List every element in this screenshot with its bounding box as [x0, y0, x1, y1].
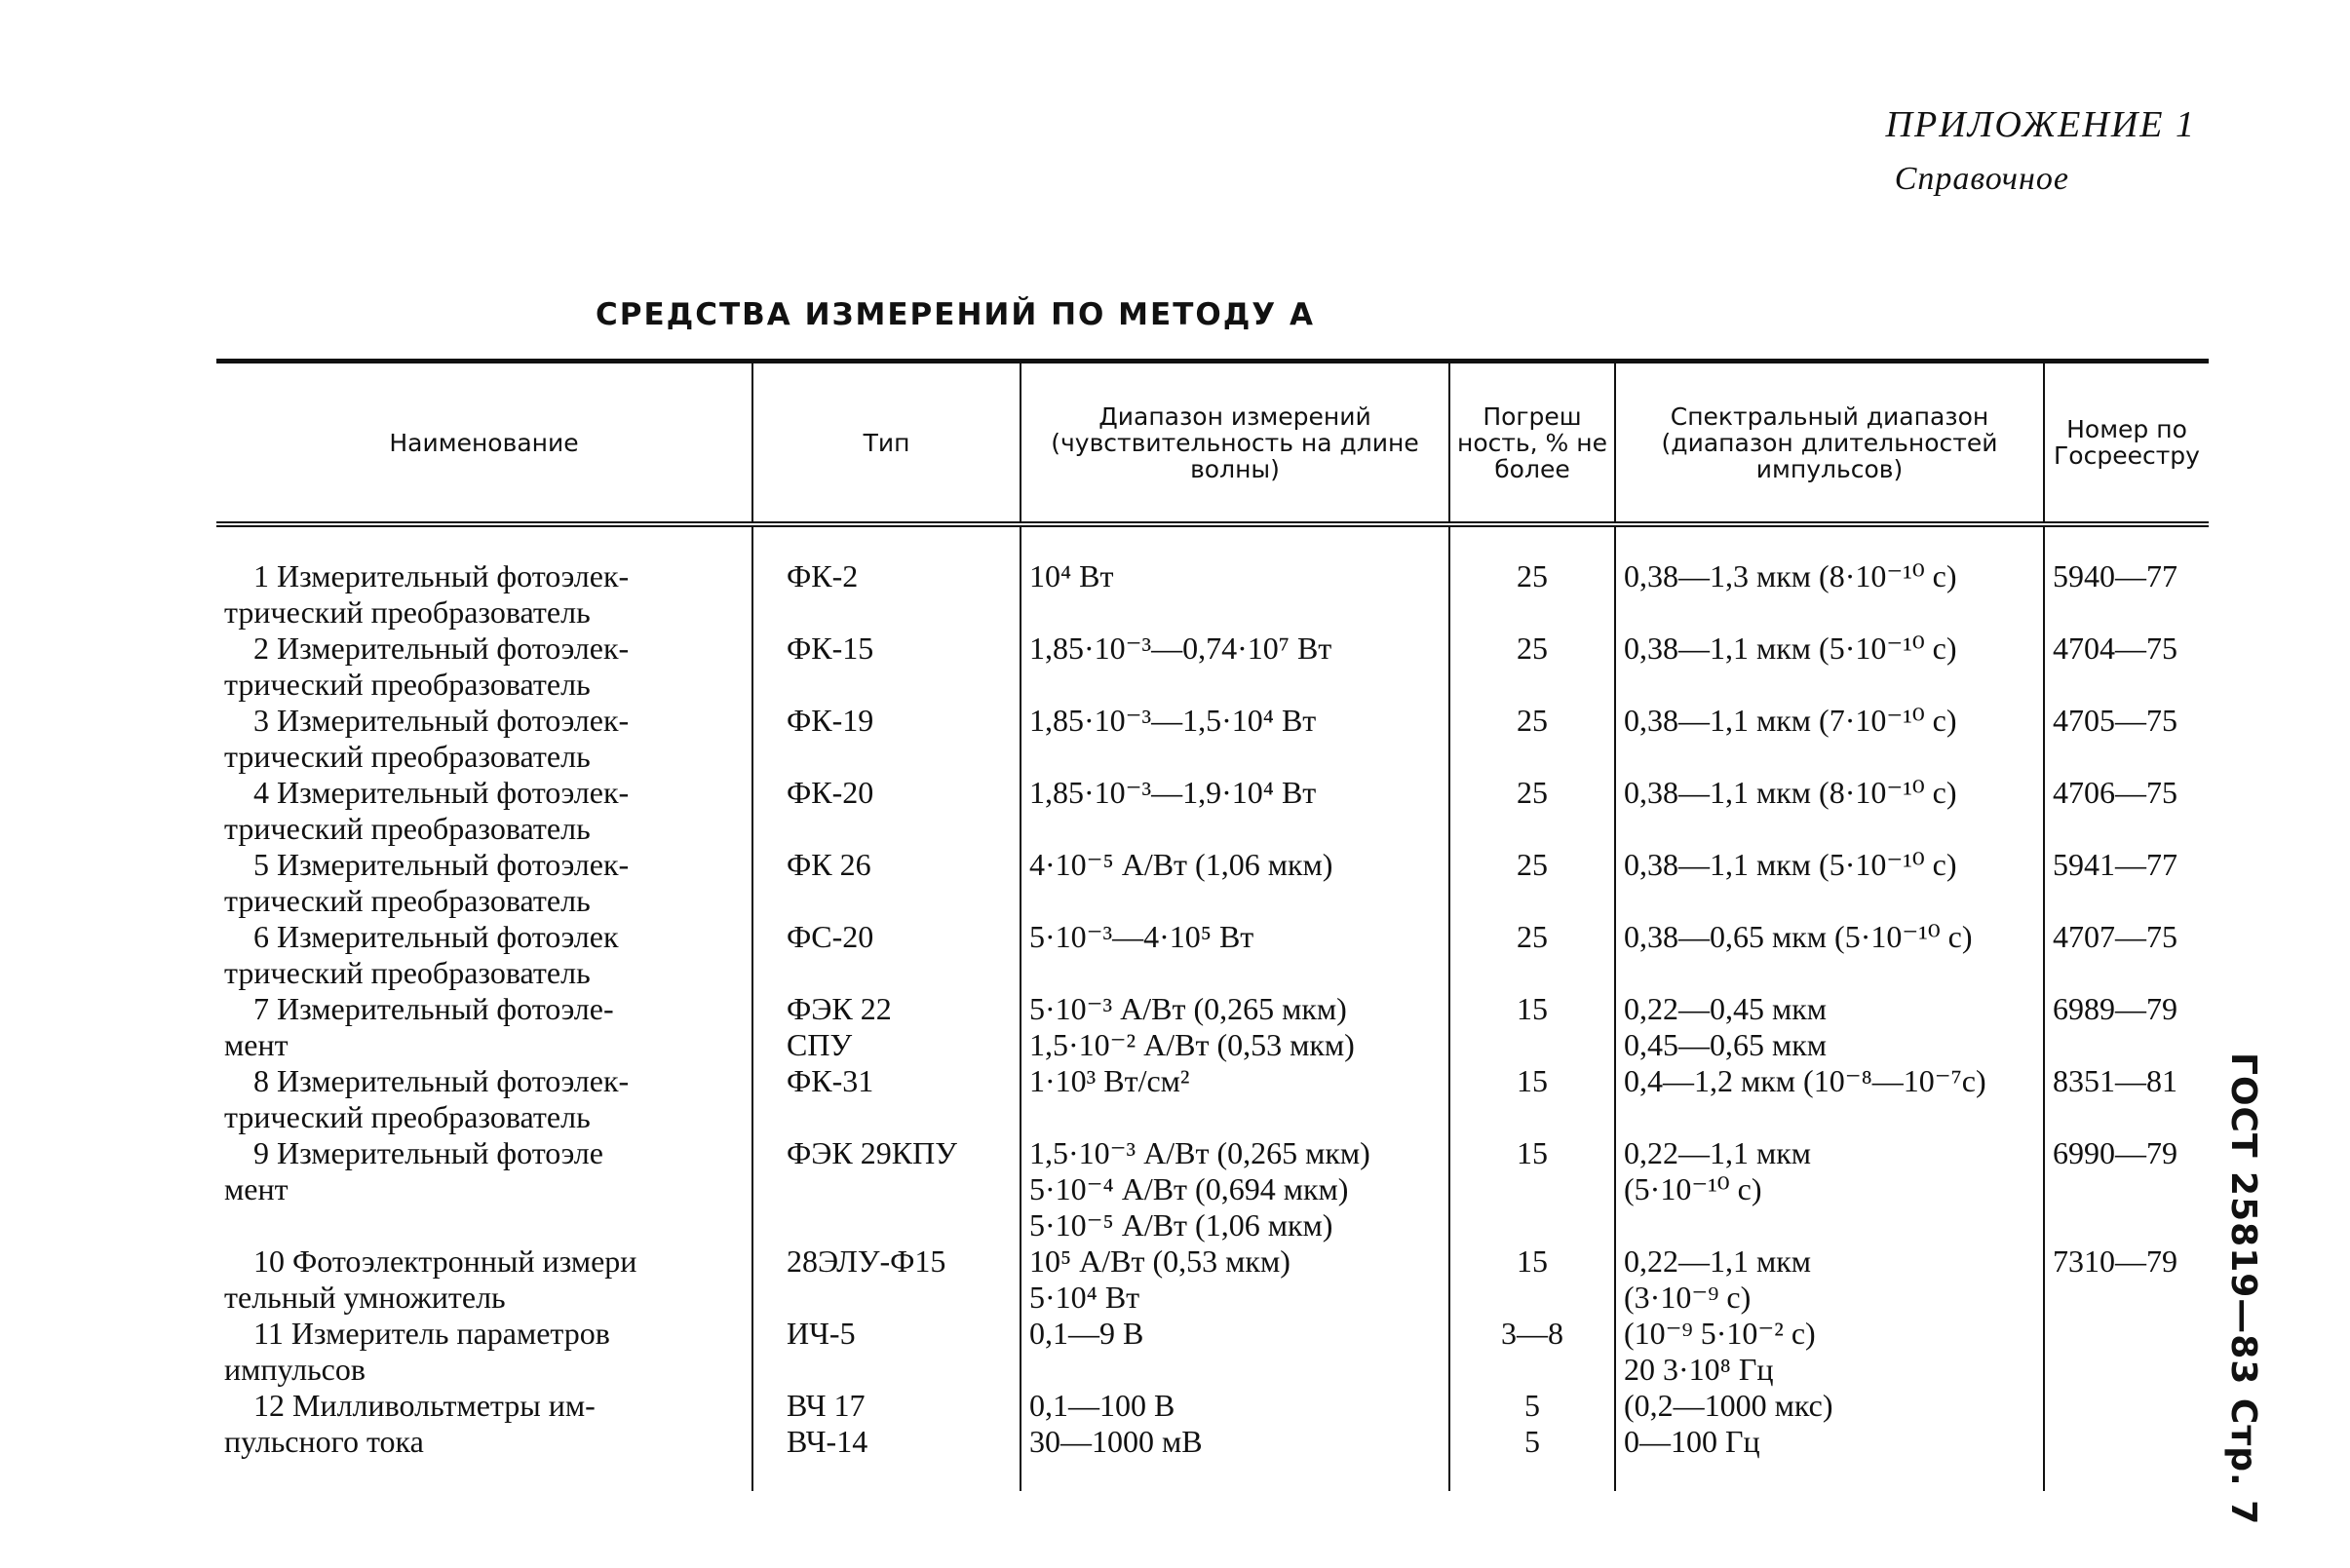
cell-range-line: 5·10⁻³ А/Вт (0,265 мкм): [1029, 991, 1347, 1026]
cell-range: [1021, 524, 1449, 631]
cell-spectral: [1615, 703, 2044, 775]
cell-error: [1449, 1316, 1615, 1388]
cell-type-line: ФК 26: [787, 847, 871, 882]
cell-type: [752, 1243, 1021, 1316]
cell-name: [216, 991, 752, 1063]
table-row: [216, 703, 2209, 775]
col-header-name: Наименование: [216, 362, 752, 525]
cell-error: [1449, 1063, 1615, 1135]
cell-range-line: 10⁵ А/Вт (0,53 мкм): [1029, 1243, 1291, 1279]
cell-spectral-line: 0,22—1,1 мкм: [1624, 1243, 1812, 1279]
cell-spectral-line: 0,38—0,65 мкм (5·10⁻¹⁰ с): [1624, 919, 1973, 954]
cell-error-line: 25: [1517, 703, 1548, 738]
cell-type-line: ФК-19: [787, 703, 874, 738]
cell-name-line: трический преобразователь: [224, 883, 591, 918]
cell-spectral-line: (5·10⁻¹⁰ с): [1624, 1171, 1762, 1206]
appendix-heading: [1886, 97, 2196, 207]
cell-range: [1021, 1243, 1449, 1316]
cell-type-line: ФЭК 29КПУ: [787, 1135, 957, 1170]
cell-type: [752, 919, 1021, 991]
cell-range-line: 1,85·10⁻³—0,74·10⁷ Вт: [1029, 631, 1332, 666]
cell-type: [752, 1135, 1021, 1243]
cell-type-line: ФК-2: [787, 558, 859, 593]
col-header-error: Погреш ность, % не более: [1449, 362, 1615, 525]
cell-name-line: трический преобразователь: [224, 811, 591, 846]
cell-name: [216, 775, 752, 847]
cell-name: [216, 1135, 752, 1243]
cell-type-line: ФК-20: [787, 775, 874, 810]
cell-spectral-line: 0,45—0,65 мкм: [1624, 1027, 1828, 1062]
cell-type-line: ВЧ 17: [787, 1388, 866, 1423]
cell-error: [1449, 631, 1615, 703]
document-title: СРЕДСТВА ИЗМЕРЕНИЙ ПО МЕТОДУ А: [596, 297, 1315, 332]
cell-error: [1449, 1243, 1615, 1316]
table-header-row: [216, 362, 2209, 525]
col-header-spectral: Спектральный диапазон (диапазон длительностей импульсов): [1615, 362, 2044, 525]
cell-type-line: ФС-20: [787, 919, 874, 954]
cell-type-line: ФЭК 22: [787, 991, 892, 1026]
cell-range-line: 4·10⁻⁵ А/Вт (1,06 мкм): [1029, 847, 1333, 882]
cell-error: [1449, 524, 1615, 631]
cell-type: [752, 1388, 1021, 1491]
cell-name-line: 5 Измерительный фотоэлек-: [253, 847, 630, 882]
appendix-subtitle: Справочное: [1894, 161, 2069, 197]
col-header-type: Тип: [752, 362, 1021, 525]
cell-error-line: 25: [1517, 631, 1548, 666]
cell-spectral: [1615, 1388, 2044, 1491]
cell-error-line: 25: [1517, 919, 1548, 954]
table-row: [216, 919, 2209, 991]
cell-error: [1449, 1135, 1615, 1243]
cell-registry-line: 6989—79: [2053, 991, 2177, 1026]
cell-error-line: 5: [1524, 1388, 1540, 1423]
cell-name-line: 12 Милливольтметры им-: [253, 1388, 596, 1423]
cell-name-line: 8 Измерительный фотоэлек-: [253, 1063, 630, 1098]
cell-range-line: 0,1—9 В: [1029, 1316, 1144, 1351]
cell-name-line: трический преобразователь: [224, 594, 591, 630]
cell-name-line: трический преобразователь: [224, 667, 591, 702]
table-row: [216, 524, 2209, 631]
cell-registry-line: 6990—79: [2053, 1135, 2177, 1170]
cell-spectral-line: 0,38—1,1 мкм (7·10⁻¹⁰ с): [1624, 703, 1957, 738]
cell-name-line: 2 Измерительный фотоэлек-: [253, 631, 630, 666]
cell-registry-line: 5940—77: [2053, 558, 2177, 593]
cell-name: [216, 1243, 752, 1316]
cell-registry-line: 7310—79: [2053, 1243, 2177, 1279]
table-row: [216, 631, 2209, 703]
cell-type: [752, 775, 1021, 847]
cell-spectral-line: 0,38—1,1 мкм (8·10⁻¹⁰ с): [1624, 775, 1957, 810]
table-row: [216, 1316, 2209, 1388]
cell-spectral: [1615, 1063, 2044, 1135]
cell-range: [1021, 1316, 1449, 1388]
cell-spectral-line: 0,38—1,1 мкм (5·10⁻¹⁰ с): [1624, 847, 1957, 882]
cell-type-line: СПУ: [787, 1027, 853, 1062]
cell-range: [1021, 1063, 1449, 1135]
side-caption: ГОСТ 25819—83 Стр. 7: [2223, 1052, 2263, 1526]
cell-spectral: [1615, 775, 2044, 847]
cell-error: [1449, 919, 1615, 991]
cell-spectral-line: 0,22—0,45 мкм: [1624, 991, 1828, 1026]
cell-spectral: [1615, 991, 2044, 1063]
cell-spectral: [1615, 631, 2044, 703]
cell-range: [1021, 1135, 1449, 1243]
cell-registry-line: 4707—75: [2053, 919, 2177, 954]
cell-spectral-line: 0,4—1,2 мкм (10⁻⁸—10⁻⁷с): [1624, 1063, 1986, 1098]
cell-spectral-line: 0,38—1,3 мкм (8·10⁻¹⁰ с): [1624, 558, 1957, 593]
table-row: [216, 847, 2209, 919]
cell-registry: [2044, 1135, 2209, 1243]
cell-range-line: 1,5·10⁻³ А/Вт (0,265 мкм): [1029, 1135, 1370, 1170]
col-header-registry: Номер по Госреестру: [2044, 362, 2209, 525]
cell-registry: [2044, 1316, 2209, 1388]
cell-name-line: 10 Фотоэлектронный измери: [253, 1243, 637, 1279]
cell-name-line: трический преобразователь: [224, 1099, 591, 1134]
cell-error: [1449, 1388, 1615, 1491]
cell-type-line: ИЧ-5: [787, 1316, 856, 1351]
cell-registry: [2044, 991, 2209, 1063]
cell-registry: [2044, 1388, 2209, 1491]
cell-error-line: 25: [1517, 775, 1548, 810]
cell-registry-line: 4704—75: [2053, 631, 2177, 666]
cell-type: [752, 703, 1021, 775]
cell-name-line: тельный умножитель: [224, 1280, 506, 1315]
cell-error-line: 5: [1524, 1424, 1540, 1459]
cell-error-line: 25: [1517, 558, 1548, 593]
table-row: [216, 1243, 2209, 1316]
cell-type-line: 28ЭЛУ-Ф15: [787, 1243, 946, 1279]
cell-type: [752, 1316, 1021, 1388]
cell-range-line: 1,85·10⁻³—1,5·10⁴ Вт: [1029, 703, 1317, 738]
cell-spectral: [1615, 847, 2044, 919]
cell-spectral: [1615, 524, 2044, 631]
cell-error: [1449, 991, 1615, 1063]
appendix-title: ПРИЛОЖЕНИЕ 1: [1885, 104, 2196, 145]
cell-spectral-line: 0,38—1,1 мкм (5·10⁻¹⁰ с): [1624, 631, 1957, 666]
cell-error-line: 15: [1517, 1243, 1548, 1279]
cell-name-line: 9 Измерительный фотоэле: [253, 1135, 603, 1170]
cell-range-line: 0,1—100 В: [1029, 1388, 1175, 1423]
cell-range-line: 5·10⁻⁴ А/Вт (0,694 мкм): [1029, 1171, 1349, 1206]
cell-range: [1021, 847, 1449, 919]
cell-type-line: ВЧ-14: [787, 1424, 868, 1459]
cell-range: [1021, 703, 1449, 775]
cell-type: [752, 631, 1021, 703]
cell-spectral: [1615, 1316, 2044, 1388]
cell-error-line: 15: [1517, 1063, 1548, 1098]
cell-range-line: 5·10⁻³—4·10⁵ Вт: [1029, 919, 1254, 954]
cell-registry: [2044, 631, 2209, 703]
cell-range-line: 1,5·10⁻² А/Вт (0,53 мкм): [1029, 1027, 1355, 1062]
cell-error: [1449, 703, 1615, 775]
cell-range: [1021, 775, 1449, 847]
instruments-table: [216, 359, 2209, 1491]
cell-range: [1021, 919, 1449, 991]
cell-name-line: импульсов: [224, 1352, 366, 1387]
cell-type-line: ФК-15: [787, 631, 874, 666]
cell-spectral-line: (0,2—1000 мкс): [1624, 1388, 1833, 1423]
cell-error-line: 15: [1517, 1135, 1548, 1170]
cell-name: [216, 847, 752, 919]
cell-name-line: мент: [224, 1171, 289, 1206]
cell-spectral: [1615, 1243, 2044, 1316]
cell-range-line: 1·10³ Вт/см²: [1029, 1063, 1190, 1098]
table-row: [216, 991, 2209, 1063]
cell-spectral: [1615, 919, 2044, 991]
cell-error: [1449, 847, 1615, 919]
cell-name: [216, 631, 752, 703]
cell-range: [1021, 991, 1449, 1063]
cell-registry-line: 4705—75: [2053, 703, 2177, 738]
cell-name: [216, 1063, 752, 1135]
cell-type: [752, 524, 1021, 631]
cell-spectral-line: (3·10⁻⁹ с): [1624, 1280, 1752, 1315]
table-body: [216, 524, 2209, 1491]
cell-registry: [2044, 775, 2209, 847]
cell-name-line: трический преобразователь: [224, 955, 591, 990]
cell-name-line: трический преобразователь: [224, 739, 591, 774]
cell-registry: [2044, 703, 2209, 775]
table-row: [216, 1135, 2209, 1243]
cell-name-line: 6 Измерительный фотоэлек: [253, 919, 619, 954]
cell-name-line: 7 Измерительный фотоэле-: [253, 991, 614, 1026]
cell-name-line: пульсного тока: [224, 1424, 424, 1459]
table-row: [216, 775, 2209, 847]
cell-name-line: 3 Измерительный фотоэлек-: [253, 703, 630, 738]
cell-spectral-line: 0,22—1,1 мкм: [1624, 1135, 1812, 1170]
cell-name-line: 1 Измерительный фотоэлек-: [253, 558, 630, 593]
cell-spectral-line: 0—100 Гц: [1624, 1424, 1760, 1459]
cell-name-line: мент: [224, 1027, 289, 1062]
cell-name: [216, 919, 752, 991]
cell-registry: [2044, 919, 2209, 991]
table-row: [216, 1388, 2209, 1491]
cell-spectral-line: (10⁻⁹ 5·10⁻² с): [1624, 1316, 1816, 1351]
cell-type: [752, 1063, 1021, 1135]
cell-name-line: 4 Измерительный фотоэлек-: [253, 775, 630, 810]
cell-type: [752, 847, 1021, 919]
cell-name: [216, 703, 752, 775]
cell-range-line: 10⁴ Вт: [1029, 558, 1114, 593]
cell-error: [1449, 775, 1615, 847]
col-header-range: Диапазон измерений (чувствительность на длине волны): [1021, 362, 1449, 525]
cell-spectral: [1615, 1135, 2044, 1243]
cell-error-line: 15: [1517, 991, 1548, 1026]
cell-range-line: 5·10⁴ Вт: [1029, 1280, 1140, 1315]
cell-range-line: 30—1000 мВ: [1029, 1424, 1203, 1459]
cell-type: [752, 991, 1021, 1063]
cell-error-line: 3—8: [1501, 1316, 1563, 1351]
cell-registry-line: 5941—77: [2053, 847, 2177, 882]
cell-range-line: 1,85·10⁻³—1,9·10⁴ Вт: [1029, 775, 1317, 810]
cell-error-line: 25: [1517, 847, 1548, 882]
cell-name-line: 11 Измеритель параметров: [253, 1316, 610, 1351]
cell-registry: [2044, 1063, 2209, 1135]
cell-range-line: 5·10⁻⁵ А/Вт (1,06 мкм): [1029, 1207, 1333, 1243]
cell-range: [1021, 1388, 1449, 1491]
cell-type-line: ФК-31: [787, 1063, 874, 1098]
cell-range: [1021, 631, 1449, 703]
cell-name: [216, 1388, 752, 1491]
cell-name: [216, 524, 752, 631]
cell-spectral-line: 20 3·10⁸ Гц: [1624, 1352, 1774, 1387]
cell-registry-line: 4706—75: [2053, 775, 2177, 810]
cell-name: [216, 1316, 752, 1388]
cell-registry-line: 8351—81: [2053, 1063, 2177, 1098]
cell-registry: [2044, 847, 2209, 919]
cell-registry: [2044, 524, 2209, 631]
table-row: [216, 1063, 2209, 1135]
cell-registry: [2044, 1243, 2209, 1316]
